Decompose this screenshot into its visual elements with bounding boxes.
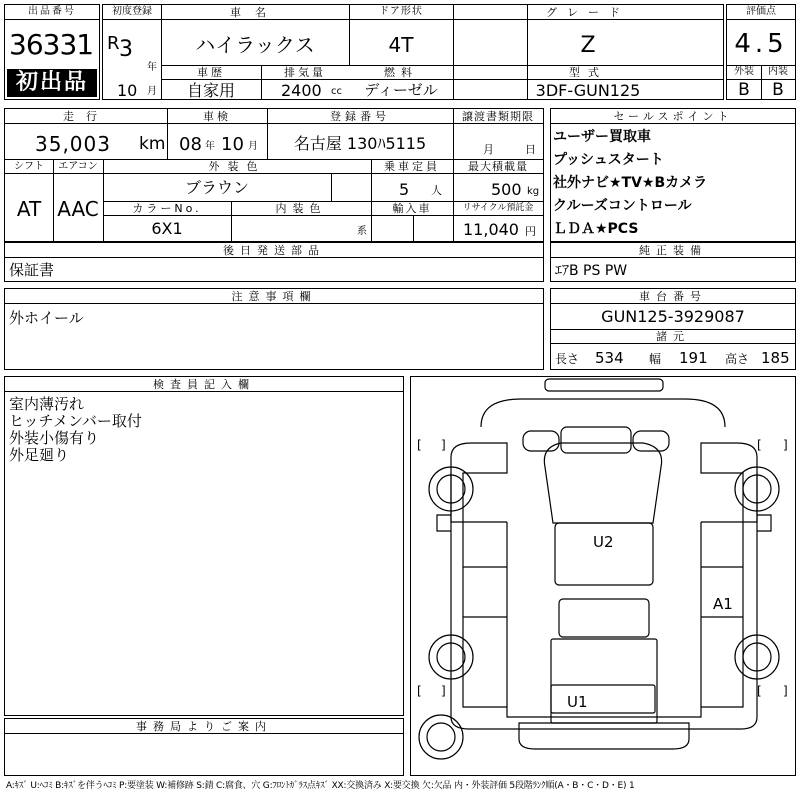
sales-points-label: セールスポイント [613,110,733,123]
exterior-color: ブラウン [184,178,249,197]
plate-label: 登録番号 [330,110,390,123]
color-number: 6X1 [151,219,183,238]
year-unit: 年 [147,62,157,73]
fuel-label: 燃料 [384,66,418,79]
sales-points-box [550,108,796,242]
front-bumper [545,379,663,391]
capacity-label: 乗車定員 [384,160,440,173]
hood [544,443,661,523]
shift-label: シフト [14,161,44,172]
inspection-year: 08 [179,134,202,155]
svg-text:[: [ [417,438,422,452]
later-parts-label: 後日発送部品 [223,244,325,257]
chassis-label: 車台番号 [639,290,707,303]
interior-grade: B [772,80,784,100]
color-no-label: カラーNo. [132,202,202,215]
chassis-box [550,288,796,370]
ac-label: エアコン [58,161,98,172]
inspector-label: 検査員記入欄 [153,378,255,391]
mileage-unit: km [139,134,166,154]
width-label: 幅 [649,352,662,366]
first-reg-label: 初度登録 [112,6,152,17]
damage-mark-a1: A1 [713,595,733,613]
notes-value: 外ホイール [9,309,84,327]
equipment-value: ｴｱB PS PW [555,263,628,279]
svg-text:]: ] [783,684,788,698]
era: R [107,33,120,54]
model-code: 3DF-GUN125 [535,81,641,100]
grade-label: グレード [546,6,630,19]
transfer-label: 譲渡書類期限 [462,110,534,123]
equipment-box [550,242,796,282]
recycle-unit: 円 [525,225,536,238]
legend: A:ｷｽﾞ U:ﾍｺﾐ B:ｷｽﾞを伴うﾍｺﾐ P:要塗装 W:補修跡 S:錆 C:腐食、穴 G:ﾌﾛﾝﾄｶﾞﾗｽ点ｷｽﾞ XX:交換済み X:要交換 欠:欠品 内・外装評価 5段階ﾗﾝｸ順(A・B・C・D・E) 1 [6,781,635,791]
inspector-line-2: ヒッチメンバー取付 [9,412,142,430]
svg-text:[: [ [417,684,422,698]
damage-mark-u1: U1 [567,693,588,711]
exterior-grade: B [738,80,750,100]
car-name-label: 車名 [230,6,280,19]
recycle-label: リサイクル預託金 [462,203,534,213]
month-unit: 月 [147,86,157,97]
svg-text:[: [ [757,438,762,452]
spare-wheel-hub [427,723,455,751]
air-conditioner: AAC [57,197,99,221]
later-parts-value: 保証書 [9,261,55,279]
sales-point-5: ＬＤＡ★PCS [553,221,639,237]
displacement-label: 排気量 [284,66,326,79]
interior-color-label: 内装色 [275,202,327,215]
rear-bumper [519,723,689,749]
inspector-line-1: 室内薄汚れ [9,395,85,413]
damage-mark-u2: U2 [593,533,614,551]
office-label: 事務局よりご案内 [136,720,272,733]
model-label: 型式 [569,66,607,79]
left-mirror [437,515,451,531]
vehicle-info-box [102,4,724,100]
hood-top-outline [481,399,725,427]
inspection-month: 10 [221,134,244,155]
rear-window [559,599,649,637]
office-box [4,718,404,776]
door-label: ドア形状 [379,6,423,17]
lot-label: 出品番号 [28,6,76,17]
score-box [726,4,796,100]
capacity: 5 [399,180,410,199]
length-label: 長さ [555,352,580,366]
length-value: 534 [595,349,624,367]
first-reg-month: 10 [117,81,138,100]
lot-number: 36331 [9,28,94,61]
recycle-deposit: 11,040 [463,220,519,239]
svg-text:]: ] [441,438,446,452]
car-name: ハイラックス [195,33,315,57]
equipment-label: 純正装備 [639,244,707,257]
spare-wheel [419,715,463,759]
transfer-day-unit: 日 [525,143,536,156]
color-label: 外装色 [208,160,266,173]
front-right-fender [701,473,757,522]
svg-text:]: ] [783,438,788,452]
shift: AT [16,197,42,221]
svg-text:[: [ [757,684,762,698]
height-label: 高さ [725,352,750,366]
import-label: 輸入車 [392,202,432,215]
car-diagram-box [410,376,796,776]
left-headlight [523,431,559,451]
specs-box [4,108,544,242]
notes-label: 注意事項欄 [231,290,317,303]
grade: Z [580,33,596,58]
front-left-fender [451,473,507,522]
door-type: 4T [388,33,414,57]
car-diagram [411,377,795,775]
svg-text:]: ] [441,684,446,698]
mileage: 35,003 [35,132,111,156]
max-load: 500 [491,180,522,199]
displacement: 2400 [281,81,322,100]
sales-point-1: ユーザー買取車 [553,129,651,145]
mileage-label: 走行 [63,110,109,123]
sales-point-4: クルーズコントロール [553,198,692,214]
later-parts-box [4,242,544,282]
displacement-unit: cc [331,86,342,97]
lot-box [4,4,100,100]
notes-box [4,288,544,370]
transfer-month-unit: 月 [483,143,494,156]
dimensions-label: 諸元 [656,330,690,343]
history: 自家用 [186,81,235,100]
height-value: 185 [761,349,790,367]
first-reg-year: 3 [119,37,133,62]
body-outline [451,443,757,729]
fuel: ディーゼル [364,81,438,99]
registration-plate: 名古屋 130ﾊ5115 [293,134,427,153]
score-label: 評価点 [746,6,776,17]
first-listing-badge: 初出品 [7,69,97,97]
sales-point-3: 社外ナビ★TV★Bカメラ [553,175,708,191]
chassis-number: GUN125-3929087 [601,307,745,326]
capacity-unit: 人 [431,184,442,197]
right-mirror [757,515,771,531]
overall-score: 4.5 [734,29,788,59]
right-headlight [633,431,669,451]
insp-month-unit: 月 [248,141,258,152]
load-unit: kg [527,186,540,197]
width-value: 191 [679,349,708,367]
sales-point-2: プッシュスタート [553,152,664,168]
inspector-line-3: 外装小傷有り [9,429,100,447]
inspection-label: 車検 [203,110,231,123]
ext-grade-label: 外装 [734,66,754,77]
load-label: 最大積載量 [468,160,528,173]
history-label: 車歴 [197,66,225,79]
front-grille [561,427,631,453]
insp-year-unit: 年 [205,141,215,152]
inspector-box [4,376,404,716]
inspector-line-4: 外足廻り [9,446,70,464]
interior-color-suffix: 系 [357,226,367,237]
int-grade-label: 内装 [768,66,788,77]
